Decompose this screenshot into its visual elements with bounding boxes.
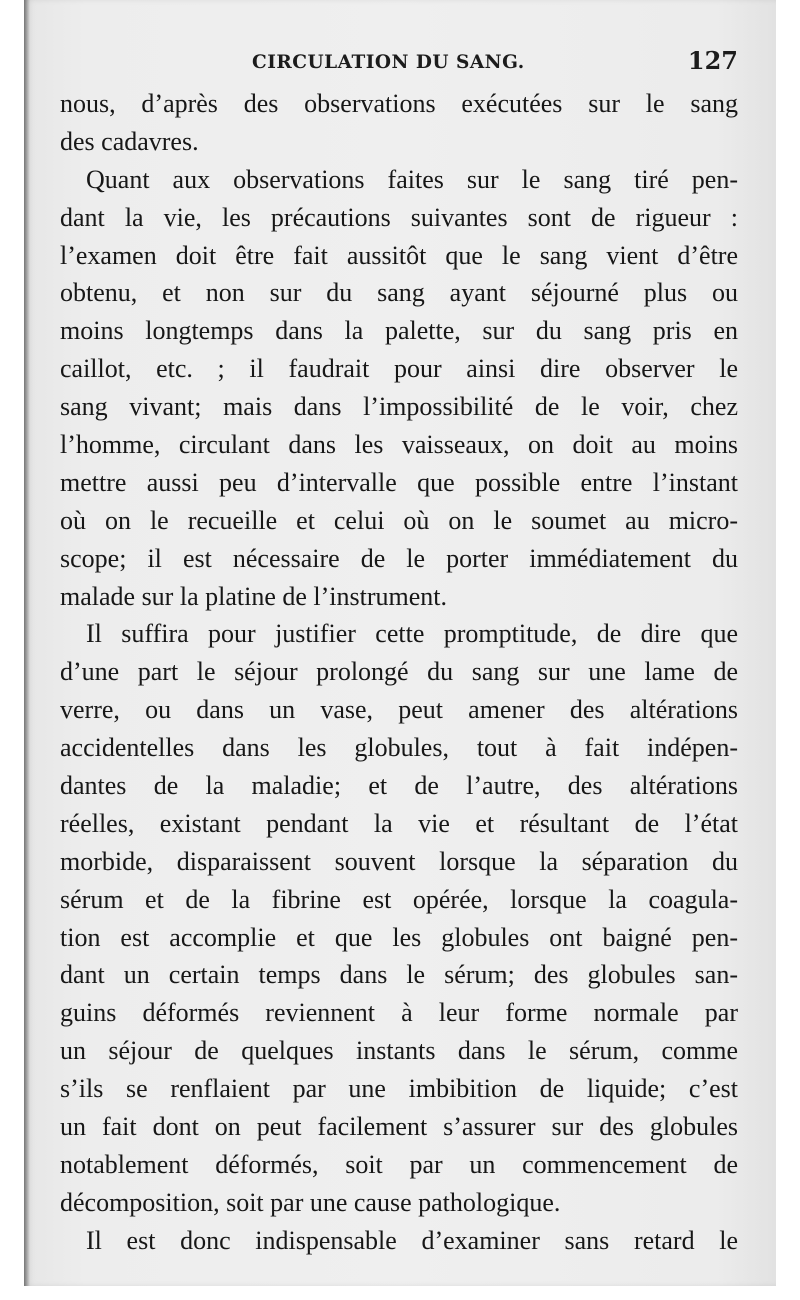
text-line: dantes de la maladie; et de l’autre, des altérations [60,771,738,801]
text-line: accidentelles dans les globules, tout à fait indépen- [60,733,738,763]
text-line: sang vivant; mais dans l’impossibilité de le voir, chez [60,392,738,422]
text-line: s’ils se renflaient par une imbibition de liquide; c’est [60,1074,738,1104]
text-line: moins longtemps dans la palette, sur du sang pris en [60,316,738,346]
text-line: dant un certain temps dans le sérum; des globules san- [60,960,738,990]
text-line: obtenu, et non sur du sang ayant séjourné plus ou [60,278,738,308]
text-line: Il est donc indispensable d’examiner sans retard le [86,1225,738,1255]
page-edge-shadow [24,0,30,1286]
text-line: scope; il est nécessaire de le porter immédiatement du [60,543,738,573]
text-line: morbide, disparaissent souvent lorsque la séparation du [60,846,738,876]
page-number: 127 [687,46,738,75]
text-line: un séjour de quelques instants dans le sérum, comme [60,1036,738,1066]
text-line: Il suffira pour justifier cette promptitude, de dire que [86,619,738,649]
text-line: mettre aussi peu d’intervalle que possible entre l’instant [60,467,738,497]
text-line: l’homme, circulant dans les vaisseaux, on doit au moins [60,430,738,460]
text-line: guins déformés reviennent à leur forme normale par [60,998,738,1028]
text-line: notablement déformés, soit par un commencement de [60,1149,738,1179]
text-line: un fait dont on peut facilement s’assurer sur des globules [60,1112,738,1142]
text-line: Quant aux observations faites sur le sang tiré pen- [86,164,738,194]
body-text [60,85,738,1260]
text-line: d’une part le séjour prolongé du sang sur une lame de [60,657,738,687]
page-header [62,44,738,80]
text-line: des cadavres. [60,126,199,156]
text-line: malade sur la platine de l’instrument. [60,581,447,611]
text-line: où on le recueille et celui où on le soumet au micro- [60,505,738,535]
running-head: CIRCULATION DU SANG. [252,52,525,73]
text-line: réelles, existant pendant la vie et résultant de l’état [60,808,738,838]
text-line: tion est accomplie et que les globules ont baigné pen- [60,922,738,952]
text-line: décomposition, soit par une cause pathologique. [60,1187,561,1217]
text-line: verre, ou dans un vase, peut amener des altérations [60,695,738,725]
text-line: dant la vie, les précautions suivantes sont de rigueur : [60,202,738,232]
text-line: caillot, etc. ; il faudrait pour ainsi dire observer le [60,354,738,384]
text-line: l’examen doit être fait aussitôt que le sang vient d’être [60,240,738,270]
text-line: nous, d’après des observations exécutées sur le sang [60,89,738,118]
text-line: sérum et de la fibrine est opérée, lorsque la coagula- [60,884,738,914]
